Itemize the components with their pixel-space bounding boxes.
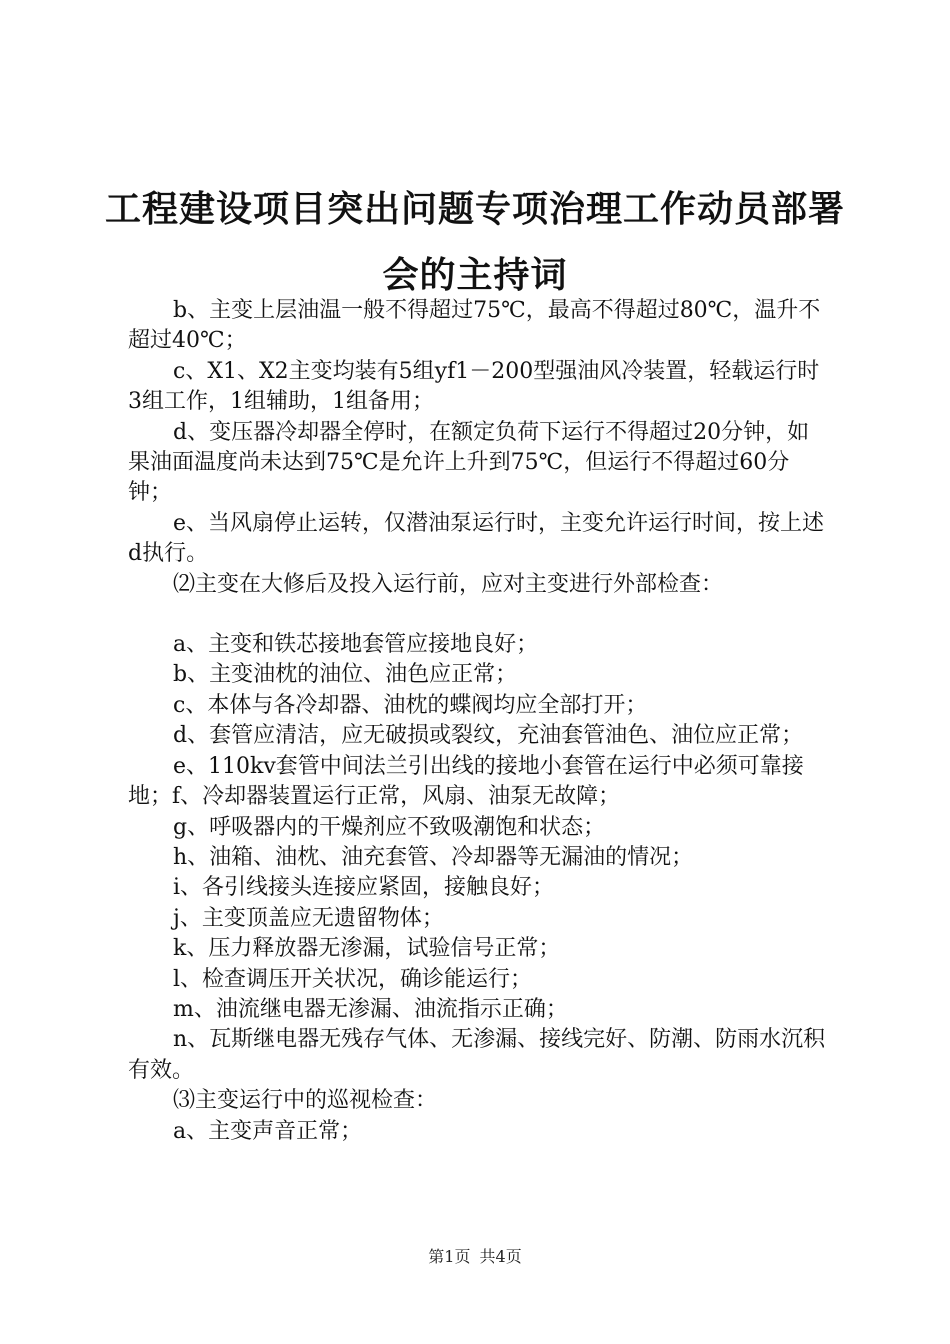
paragraph: d、套管应清洁，应无破损或裂纹，充油套管油色、油位应正常； — [173, 723, 804, 749]
paragraph: d、变压器冷却器全停时，在额定负荷下运行不得超过20分钟，如果油面温度尚未达到75℃是允许上升到75℃，但运行不得超过60分钟； — [128, 419, 810, 506]
paragraph: c、本体与各冷却器、油枕的蝶阀均应全部打开； — [173, 692, 648, 718]
paragraph: a、主变声音正常； — [173, 1118, 363, 1144]
paragraph: e、当风扇停止运转，仅潜油泵运行时，主变允许运行时间，按上述d执行。 — [128, 510, 825, 567]
paragraph: ⑵主变在大修后及投入运行前，应对主变进行外部检查： — [173, 571, 724, 597]
title-line-2: 会的主持词 — [382, 254, 568, 296]
paragraph: ⑶主变运行中的巡视检查： — [173, 1088, 438, 1114]
paragraph: j、主变顶盖应无遗留物体； — [173, 905, 444, 931]
paragraph: k、压力释放器无渗漏，试验信号正常； — [173, 936, 561, 962]
paragraph: l、检查调压开关状况，确诊能运行； — [173, 966, 533, 992]
paragraph: n、瓦斯继电器无残存气体、无渗漏、接线完好、防潮、防雨水沉积有效。 — [128, 1027, 826, 1083]
paragraph: i、各引线接头连接应紧固，接触良好； — [173, 875, 555, 901]
paragraph: b、主变油枕的油位、油色应正常； — [173, 662, 518, 688]
document-title — [95, 176, 855, 308]
title-line-1: 工程建设项目突出问题专项治理工作动员部署 — [104, 188, 845, 230]
paragraph: g、呼吸器内的干燥剂应不致吸潮饱和状态； — [173, 814, 606, 840]
paragraph: a、主变和铁芯接地套管应接地良好； — [173, 632, 539, 658]
page-number: 第1页 — [428, 1247, 471, 1266]
paragraph: h、油箱、油枕、油充套管、冷却器等无漏油的情况； — [173, 844, 694, 870]
paragraph: c、X1、X2主变均装有5组yf1－200型强油风冷装置，轻载运行时3组工作，1组辅助，1组备用； — [128, 358, 820, 415]
paragraph: e、110kv套管中间法兰引出线的接地小套管在运行中必须可靠接地；f、冷却器装置运行正常，风扇、油泵无故障； — [128, 753, 804, 810]
paragraph: m、油流继电器无渗漏、油流指示正确； — [173, 996, 568, 1022]
paragraph: b、主变上层油温一般不得超过75℃，最高不得超过80℃，温升不超过40℃； — [128, 298, 821, 354]
page-total: 共4页 — [479, 1247, 522, 1266]
page-footer — [0, 1244, 950, 1267]
document-body — [128, 296, 828, 1147]
